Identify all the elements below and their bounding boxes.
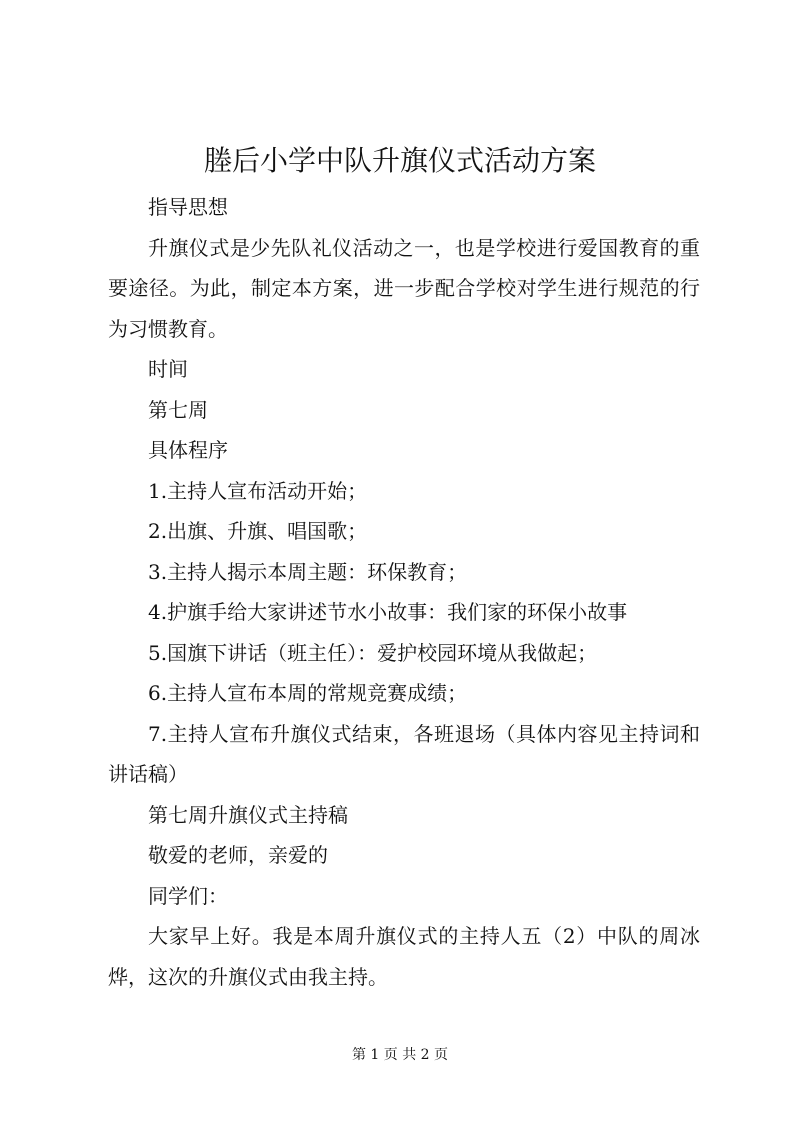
procedure-step-4: 4.护旗手给大家讲述节水小故事：我们家的环保小故事 [148, 600, 628, 624]
paragraph-procedure-heading: 具体程序 [148, 438, 228, 462]
paragraph-greeting-2: 同学们： [148, 883, 228, 908]
paragraph-guiding-idea-heading: 指导思想 [148, 195, 228, 219]
document-body [108, 187, 700, 997]
procedure-step-2: 2.出旗、升旗、唱国歌； [148, 519, 368, 543]
procedure-step-1: 1.主持人宣布活动开始； [148, 478, 368, 503]
paragraph-greeting-1: 敬爱的老师，亲爱的 [148, 843, 328, 867]
procedure-step-3: 3.主持人揭示本周主题：环保教育； [148, 559, 468, 584]
document-title: 塍后小学中队升旗仪式活动方案 [203, 144, 596, 177]
procedure-step-5: 5.国旗下讲话（班主任）：爱护校园环境从我做起； [148, 640, 598, 665]
procedure-step-7: 7.主持人宣布升旗仪式结束，各班退场（具体内容见主持词和讲话稿） [108, 721, 700, 786]
paragraph-time-heading: 时间 [148, 357, 188, 381]
paragraph-introduction: 大家早上好。我是本周升旗仪式的主持人五（2）中队的周冰烨，这次的升旗仪式由我主持。 [108, 924, 700, 989]
page-footer: 第 1 页 共 2 页 [351, 1047, 449, 1063]
procedure-step-6: 6.主持人宣布本周的常规竞赛成绩； [148, 681, 468, 705]
paragraph-host-script-heading: 第七周升旗仪式主持稿 [148, 802, 348, 827]
paragraph-time: 第七周 [148, 397, 208, 422]
paragraph-guiding-idea: 升旗仪式是少先队礼仪活动之一，也是学校进行爱国教育的重要途径。为此，制定本方案，进一步配合学校对学生进行规范的行为习惯教育。 [108, 235, 700, 341]
